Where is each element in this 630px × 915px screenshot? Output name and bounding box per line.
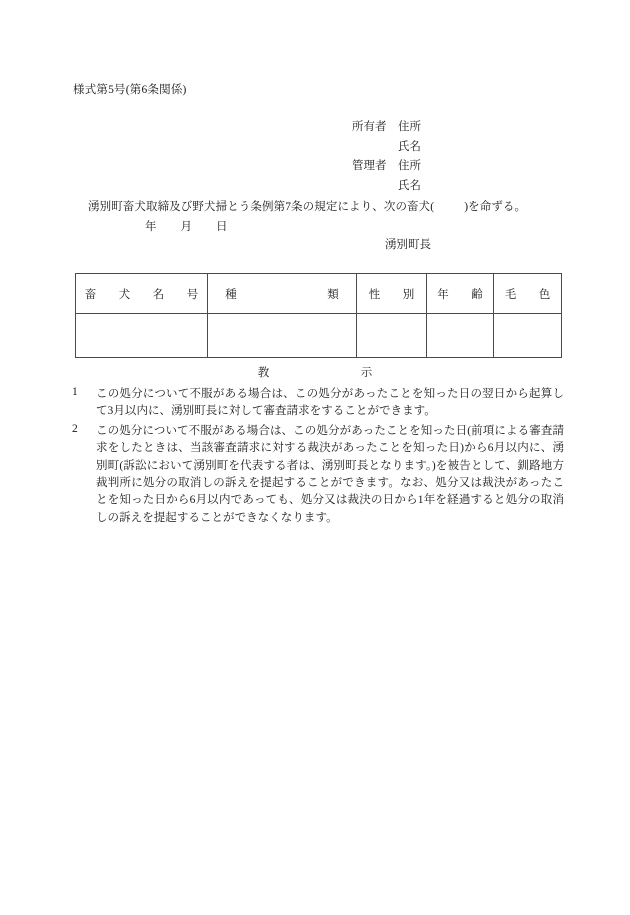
party-row-keeper-name — [352, 177, 421, 197]
table-header-dog-name — [76, 274, 208, 314]
party-row-owner-name — [352, 138, 421, 158]
date-day-label: 日 — [216, 221, 228, 233]
party-role-label: 所有者 — [352, 121, 387, 133]
notice-item — [72, 386, 564, 421]
date-line — [145, 218, 228, 234]
notice-item — [72, 423, 564, 527]
table-header-breed — [208, 274, 357, 314]
party-role-label — [352, 138, 398, 158]
table-header-coat-color — [494, 274, 562, 314]
party-role-label — [352, 177, 398, 197]
table-header-sex-label: 性 別 — [368, 288, 420, 301]
mayor-signature-label: 湧別町長 — [385, 239, 431, 251]
notice-item-number: 1 — [72, 386, 78, 398]
table-header-sex — [357, 274, 427, 314]
dog-details-table — [75, 273, 562, 358]
ordinance-text-before: 湧別町畜犬取締及び野犬掃とう条例第7条の規定により、次の畜犬( — [88, 201, 435, 213]
table-header-breed-label: 種 類 — [225, 288, 345, 301]
table-cell-age[interactable] — [427, 314, 494, 358]
table-header-age — [427, 274, 494, 314]
notice-item-text: この処分について不服がある場合は、この処分があったことを知った日の翌日から起算して3月以内に、湧別町長に対して審査請求をすることができます。 — [96, 388, 564, 418]
party-field-label: 氏名 — [398, 140, 421, 153]
party-field-label: 住所 — [398, 160, 421, 172]
table-cell-dog-name[interactable] — [76, 314, 208, 358]
table-header-row — [76, 274, 562, 314]
party-role-label: 管理者 — [352, 160, 387, 172]
table-header-dog-name-label: 畜 犬 名 号 — [84, 288, 204, 301]
table-cell-breed[interactable] — [208, 314, 357, 358]
party-row-keeper-address — [352, 157, 421, 177]
notice-items-list — [72, 386, 564, 529]
date-month-label: 月 — [180, 221, 192, 233]
table-row — [76, 314, 562, 358]
table-header-coat-color-label: 毛 色 — [504, 288, 556, 301]
notice-item-number: 2 — [72, 422, 78, 435]
date-year-label: 年 — [145, 221, 157, 233]
party-row-owner-address — [352, 118, 421, 138]
notice-section-title — [0, 364, 630, 380]
form-number-heading: 様式第5号(第6条関係) — [73, 84, 187, 96]
table-header-age-label: 年 齢 — [437, 288, 489, 301]
ordinance-sentence — [88, 198, 526, 214]
notice-item-text: この処分について不服がある場合は、この処分があったことを知った日(前項による審査請求をしたときは、当該審査請求に対する裁決があったことを知った日)から6月以内に、湧別町(訴訟において湧別町を代表する者は、湧別町長となります。)を被告として、釧路地方裁判所に処分の取消しの訴えを提起することができます。なお、処分又は裁決があったことを知った日から6月以内であっても、処分又は裁決の日から1年を経過すると処分の取消しの訴えを提起することができなくなります。 — [96, 424, 564, 524]
notice-section-title-label: 教 示 — [257, 367, 413, 379]
ordinance-text-after: )を命ずる。 — [464, 201, 527, 213]
table-cell-coat-color[interactable] — [494, 314, 562, 358]
table-cell-sex[interactable] — [357, 314, 427, 358]
party-information-block — [352, 118, 421, 196]
party-field-label: 住所 — [398, 121, 421, 133]
party-field-label: 氏名 — [398, 179, 421, 192]
